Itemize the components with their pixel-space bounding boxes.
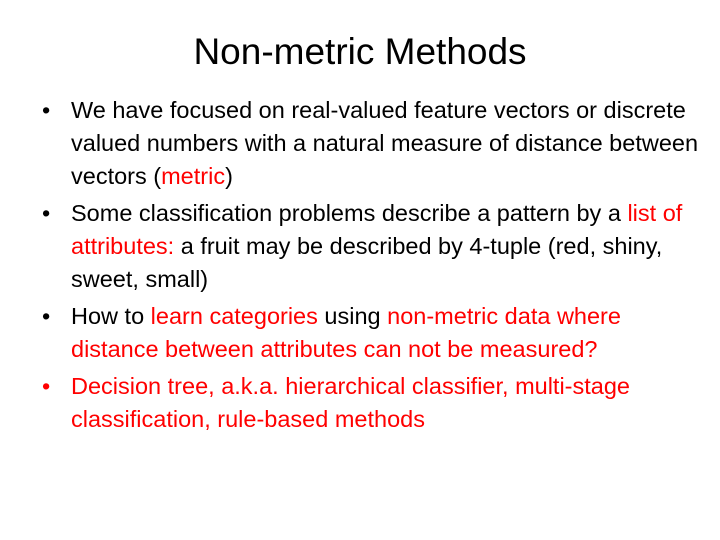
highlighted-term: metric xyxy=(161,163,226,189)
bullet-dot-icon: • xyxy=(42,303,51,329)
slide-title: Non-metric Methods xyxy=(193,31,527,72)
highlighted-term: Decision tree, a.k.a. hierarchical classifier, multi-stage classification, rule-based methods xyxy=(71,373,630,432)
bullet-text-segment: How to xyxy=(71,303,151,329)
highlighted-term: non-metric data where distance between attributes can not be measured? xyxy=(71,303,621,362)
bullet-item-metric xyxy=(38,94,702,193)
bullet-dot-icon: • xyxy=(42,373,51,399)
bullet-dot-icon: • xyxy=(42,200,51,226)
bullet-item-attributes xyxy=(38,197,702,296)
bullet-item-learning xyxy=(38,300,702,366)
bullet-text-segment: ) xyxy=(225,163,233,189)
bullet-text-segment: We have focused on real-valued feature vectors or discrete valued numbers with a natural measure of distance between vectors ( xyxy=(71,97,699,189)
bullet-text-segment: Some classification problems describe a pattern by a xyxy=(71,200,628,226)
bullet-list xyxy=(38,94,702,440)
bullet-text-segment: a fruit may be described by 4-tuple (red, shiny, sweet, small) xyxy=(71,233,663,292)
highlighted-term: list of attributes: xyxy=(71,200,683,259)
highlighted-term: learn categories xyxy=(150,303,318,329)
bullet-dot-icon: • xyxy=(42,97,51,123)
bullet-text-segment: using xyxy=(317,303,388,329)
bullet-item-decision-tree xyxy=(38,370,702,436)
